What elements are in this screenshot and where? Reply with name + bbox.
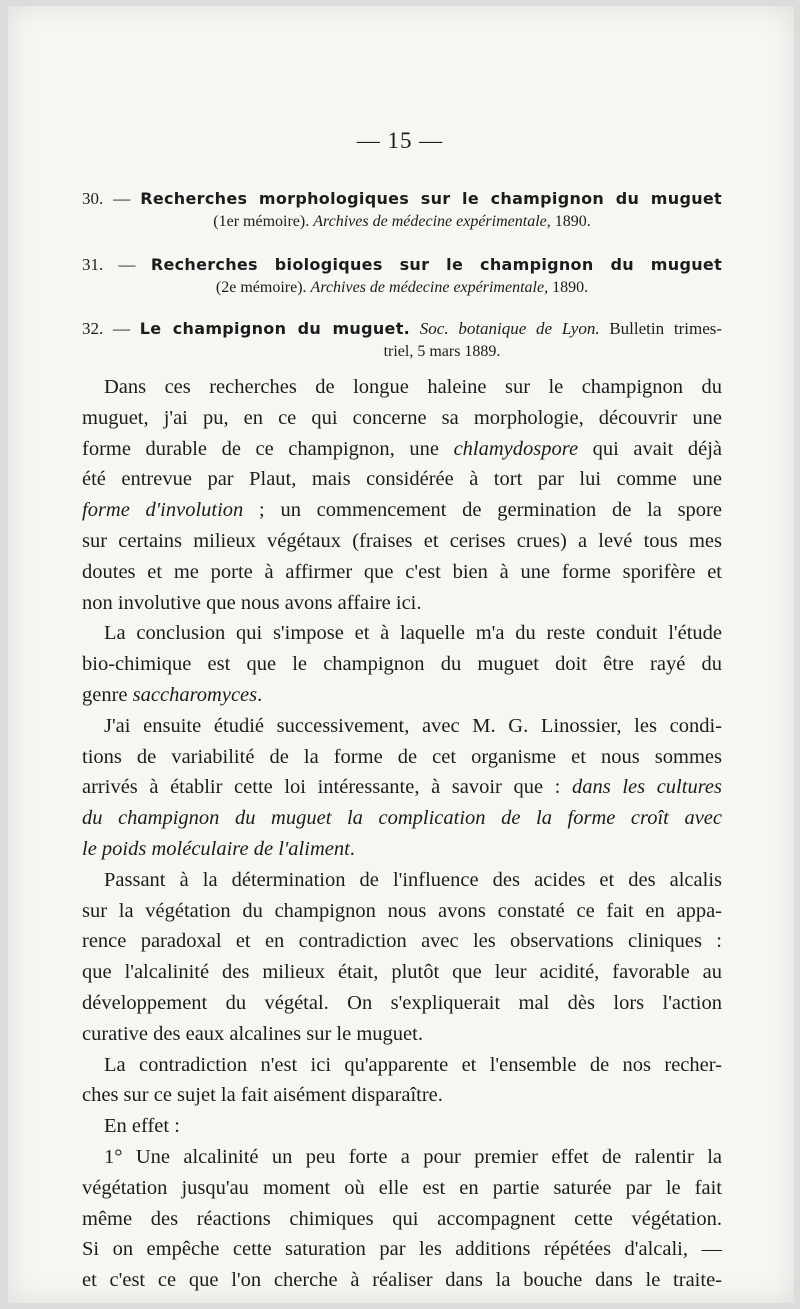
- reference-title: Recherches morphologiques sur le champignon du muguet: [140, 189, 722, 208]
- text-line: non involutive que nous avons affaire ici.: [82, 591, 422, 614]
- reference-year: 1890.: [550, 213, 591, 230]
- text-line: du champignon du muguet la complication de la forme croît avec: [82, 807, 722, 830]
- text-line: Passant à la détermination de l'influence des acides et des alcalis: [104, 868, 722, 891]
- text-line: végétation jusqu'au moment où elle est en partie saturée par le fait: [82, 1176, 722, 1199]
- text-line: le poids moléculaire de l'aliment.: [82, 837, 355, 860]
- text-line: développement du végétal. On s'expliquerait mal dès lors l'action: [82, 991, 722, 1014]
- reference-32: [82, 318, 722, 362]
- text-line: 1° Une alcalinité un peu forte a pour premier effet de ralentir la: [104, 1145, 722, 1168]
- reference-source: Archives de médecine expérimentale,: [310, 279, 549, 296]
- reference-note: (1er mémoire).: [213, 213, 314, 230]
- text-line: et c'est ce que l'on cherche à réaliser dans la bouche dans le traite-: [82, 1269, 722, 1292]
- reference-number: 31. —: [82, 255, 136, 274]
- paragraph: [82, 372, 722, 618]
- text-line: été entrevue par Plaut, mais considérée à tort par lui comme une: [82, 468, 722, 491]
- paragraph: [82, 711, 722, 865]
- text-line: forme durable de ce champignon, une chlamydospore qui avait déjà: [82, 437, 723, 460]
- text-line: genre saccharomyces.: [82, 683, 263, 706]
- text-line: ches sur ce sujet la fait aisément disparaître.: [82, 1084, 443, 1107]
- paragraph: [82, 1111, 722, 1142]
- text-line: Dans ces recherches de longue haleine sur le champignon du: [104, 376, 722, 398]
- reference-31: [82, 254, 722, 298]
- reference-number: 30. —: [82, 189, 131, 208]
- body-text: [82, 372, 722, 1296]
- reference-source: Archives de médecine expérimentale,: [313, 213, 551, 230]
- paragraph: [82, 1142, 722, 1296]
- page-number: — 15 —: [356, 128, 444, 153]
- paragraph: [82, 618, 722, 710]
- text-line: En effet :: [104, 1115, 180, 1138]
- reference-number: 32. —: [82, 319, 130, 338]
- paragraph: [82, 865, 722, 1050]
- text-line: muguet, j'ai pu, en ce qui concerne sa morphologie, découvrir une: [82, 406, 722, 429]
- text-line: tions de variabilité de la forme de cet organisme et nous sommes: [82, 745, 722, 768]
- text-line: J'ai ensuite étudié successivement, avec M. G. Linossier, les condi-: [104, 714, 722, 737]
- reference-title: Recherches biologiques sur le champignon du muguet: [150, 255, 723, 274]
- reference-date: triel, 5 mars 1889.: [383, 343, 501, 360]
- text-line: sur certains milieux végétaux (fraises et cerises crues) a levé tous mes: [82, 529, 722, 552]
- text-line: sur la végétation du champignon nous avons constaté ce fait en appa-: [82, 899, 722, 922]
- text-line: curative des eaux alcalines sur le muguet.: [82, 1022, 423, 1045]
- reference-year: 1890.: [548, 279, 589, 296]
- reference-note: (2e mémoire).: [215, 279, 311, 296]
- paragraph: [82, 1050, 722, 1112]
- text-line: bio-chimique est que le champignon du muguet doit être rayé du: [82, 653, 722, 676]
- text-line: La conclusion qui s'impose et à laquelle m'a du reste conduit l'étude: [104, 622, 722, 645]
- reference-title: Le champignon du muguet.: [139, 319, 411, 338]
- reference-30: [82, 188, 722, 232]
- text-line: rence paradoxal et en contradiction avec les observations cliniques :: [82, 930, 722, 953]
- text-line: arrivés à établir cette loi intéressante, à savoir que : dans les cultures: [82, 776, 722, 799]
- text-line: La contradiction n'est ici qu'apparente et l'ensemble de nos recher-: [104, 1053, 722, 1076]
- text-line: forme d'involution ; un commencement de germination de la spore: [82, 499, 722, 522]
- text-line: même des réactions chimiques qui accompagnent cette végétation.: [82, 1207, 722, 1230]
- text-line: Si on empêche cette saturation par les additions répétées d'alcali, —: [82, 1238, 722, 1261]
- reference-bulletin: Bulletin trimes-: [599, 319, 723, 338]
- reference-source: Soc. botanique de Lyon.: [410, 319, 600, 338]
- text-line: doutes et me porte à affirmer que c'est bien à une forme sporifère et: [82, 560, 722, 583]
- text-line: que l'alcalinité des milieux était, plutôt que leur acidité, favorable au: [82, 961, 722, 984]
